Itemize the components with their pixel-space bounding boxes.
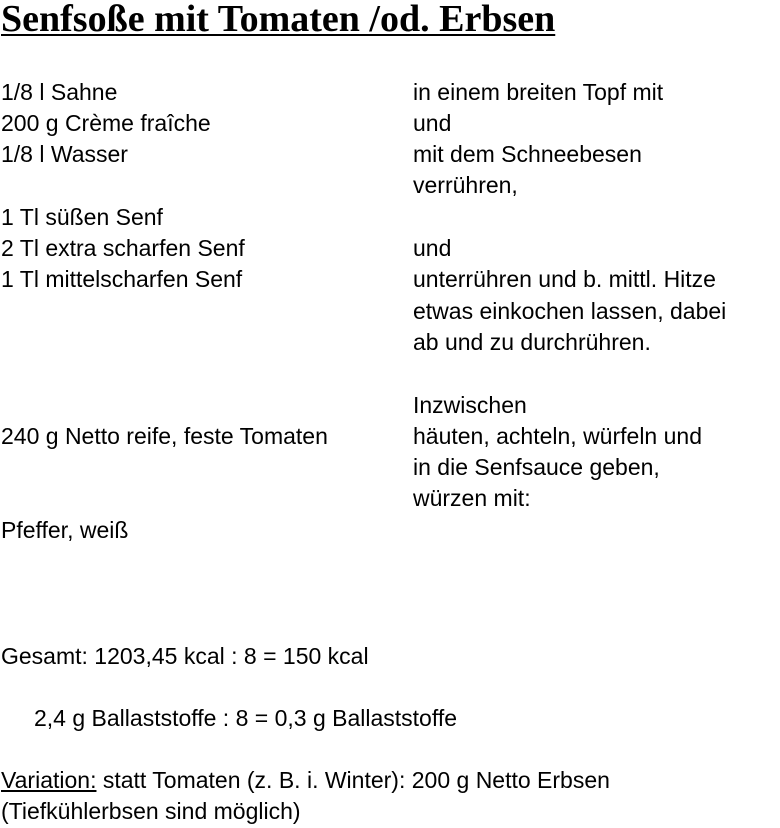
ingredient-pfeffer: Pfeffer, weiß: [1, 517, 129, 543]
step-line: etwas einkochen lassen, dabei: [413, 298, 727, 324]
calories-total: Gesamt: 1203,45 kcal : 8 = 150 kcal: [1, 643, 369, 669]
step-line: häuten, achteln, würfeln und: [413, 423, 702, 449]
step-line: ab und zu durchrühren.: [413, 329, 651, 355]
ingredient-tomaten: 240 g Netto reife, feste Tomaten: [1, 423, 328, 449]
variation-label: Variation:: [1, 767, 97, 793]
step-line: in einem breiten Topf mit: [413, 79, 664, 105]
step-line: und: [413, 235, 452, 261]
step-line: verrühren,: [413, 172, 518, 198]
variation-text: statt Tomaten (z. B. i. Winter): 200 g Netto Erbsen: [96, 767, 610, 793]
ingredient-suesser-senf: 1 Tl süßen Senf: [1, 204, 163, 230]
step-line: Inzwischen: [413, 392, 527, 418]
variation-line: [1, 765, 610, 796]
recipe-title: Senfsoße mit Tomaten /od. Erbsen: [1, 0, 556, 40]
step-line: würzen mit:: [413, 485, 531, 511]
ingredient-creme-fraiche: 200 g Crème fraîche: [1, 110, 211, 136]
step-line: in die Senfsauce geben,: [413, 454, 660, 480]
ingredient-sahne: 1/8 l Sahne: [1, 79, 118, 105]
variation-note: (Tiefkühlerbsen sind möglich): [1, 798, 301, 824]
step-line: mit dem Schneebesen: [413, 141, 642, 167]
step-line: unterrühren und b. mittl. Hitze: [413, 266, 716, 292]
step-line: und: [413, 110, 452, 136]
ingredient-mittelscharfer-senf: 1 Tl mittelscharfen Senf: [1, 266, 243, 292]
fiber-total: 2,4 g Ballaststoffe : 8 = 0,3 g Ballaststoffe: [34, 705, 458, 731]
ingredient-wasser: 1/8 l Wasser: [1, 141, 128, 167]
ingredient-scharfer-senf: 2 Tl extra scharfen Senf: [1, 235, 245, 261]
